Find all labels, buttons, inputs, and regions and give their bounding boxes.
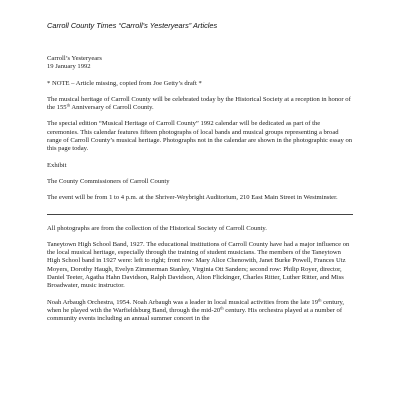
- ordinal-suffix: th: [220, 305, 224, 311]
- ordinal-suffix: th: [66, 102, 71, 108]
- section-divider: [47, 214, 353, 215]
- paragraph-heritage-text-b: Anniversary of Carroll County.: [70, 104, 154, 112]
- column-name: Carroll’s Yesteryears: [47, 55, 102, 62]
- article-date: 19 January 1992: [47, 63, 91, 71]
- event-details: The event will be from 1 to 4 p.m. at the Shriver-Weybright Auditorium, 210 East Main Street in Westminster.: [47, 194, 338, 202]
- document-header-title: Carroll County Times “Carroll’s Yesteryears” Articles: [47, 21, 218, 30]
- ordinal-suffix: th: [318, 297, 322, 303]
- caption-arbaugh-text-a: Noah Arbaugh Orchestra, 1954. Noah Arbaugh was a leader in local musical activities from the late 19: [47, 298, 318, 306]
- caption-taneytown-band: Taneytown High School Band, 1927. The educational institutions of Carroll County have had a major influence on the local musical heritage, especially through the training of student musicians. The members of the Taneytown High School band in 1927 were: left to right; front row: Mary Alice Chenowith, Janet Burke Powell, Frances Utz Moyers, Dorothy Haugh, Evelyn Zimmerman Stanley, Virginia Ott Sanders; second row: Philip Royer, director, Daniel Teeter, Agatha Hahn Davidson, Ralph Davidson, Alton Flickinger, Charles Ritter, Luther Ritter, and Miss Broadwater, music instructor.: [47, 240, 350, 290]
- exhibit-label: Exhibit: [47, 161, 67, 169]
- caption-arbaugh-text-c: century. His orchestra played at a number of community events including an annual summer concert in the: [47, 306, 343, 323]
- commissioners-line: The County Commissioners of Carroll County: [47, 177, 170, 185]
- caption-arbaugh-text-b: century, when he played with the Warfieldsburg Band, through the mid-20: [47, 298, 345, 314]
- caption-arbaugh-orchestra: [47, 299, 353, 324]
- article-note: * NOTE – Article missing, copied from Joe Getty’s draft *: [47, 79, 202, 87]
- paragraph-heritage: [47, 96, 353, 113]
- paragraph-heritage-text-a: The musical heritage of Carroll County will be celebrated today by the Historical Society at a reception in honor of the 155: [47, 95, 351, 112]
- paragraph-calendar: The special edition “Musical Heritage of Carroll County” 1992 calendar will be dedicated as part of the ceremonies. This calendar features fifteen photographs of local bands and musical groups representing a broad range of Carroll County’s musical heritage. Photographs not in the calendar are shown in the photographic essay on this page today.: [47, 120, 353, 153]
- photos-credit: All photographs are from the collection of the Historical Society of Carroll County.: [47, 224, 267, 232]
